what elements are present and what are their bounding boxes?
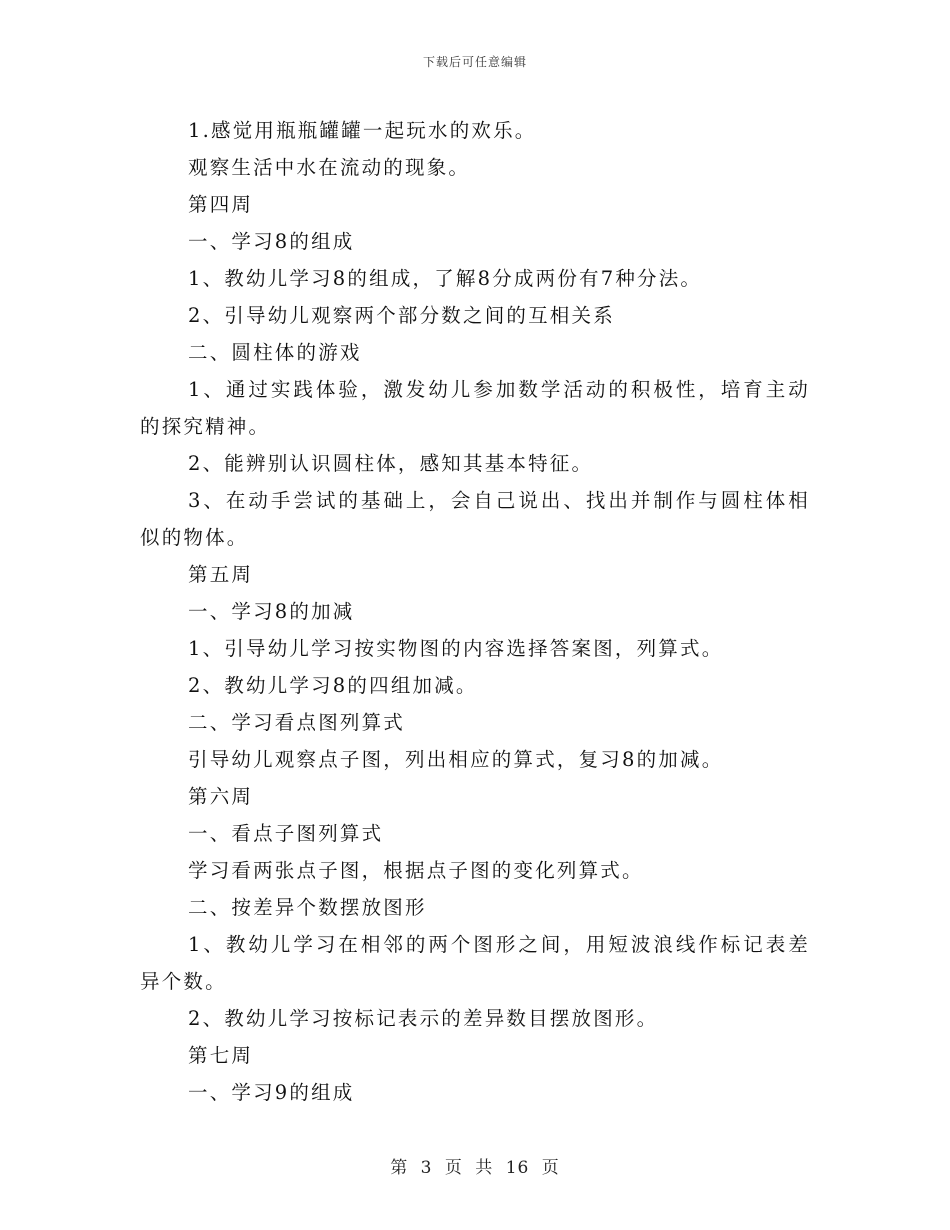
paragraph: 2、能辨别认识圆柱体，感知其基本特征。: [188, 452, 594, 475]
section-heading: 二、圆柱体的游戏: [188, 341, 362, 364]
week-heading: 第四周: [188, 193, 254, 216]
paragraph: 3、在动手尝试的基础上，会自己说出、找出并制作与圆柱体相似的物体。: [140, 489, 810, 549]
page-header: 下载后可任意编辑: [422, 55, 527, 69]
section-heading: 一、学习8的组成: [188, 230, 355, 253]
paragraph: 1、引导幼儿学习按实物图的内容选择答案图，列算式。: [188, 637, 724, 660]
paragraph: 2、引导幼儿观察两个部分数之间的互相关系: [188, 304, 615, 327]
paragraph: 观察生活中水在流动的现象。: [188, 156, 471, 179]
paragraph: 1、教幼儿学习8的组成，了解8分成两份有7种分法。: [188, 267, 703, 290]
section-heading: 一、学习8的加减: [188, 600, 355, 623]
section-heading: 二、按差异个数摆放图形: [188, 896, 427, 919]
paragraph: 1、通过实践体验，激发幼儿参加数学活动的积极性，培育主动的探究精神。: [140, 378, 810, 438]
section-heading: 一、学习9的组成: [188, 1081, 355, 1104]
document-body: [140, 112, 810, 1111]
section-heading: 二、学习看点图列算式: [188, 711, 406, 734]
paragraph: 2、教幼儿学习按标记表示的差异数目摆放图形。: [188, 1007, 659, 1030]
paragraph: 引导幼儿观察点子图，列出相应的算式，复习8的加减。: [188, 748, 724, 771]
week-heading: 第六周: [188, 785, 254, 808]
paragraph: 1、教幼儿学习在相邻的两个图形之间，用短波浪线作标记表差异个数。: [140, 933, 810, 993]
section-heading: 一、看点子图列算式: [188, 822, 384, 845]
page-footer: 第 3 页 共 16 页: [390, 1158, 560, 1178]
paragraph: 1.感觉用瓶瓶罐罐一起玩水的欢乐。: [188, 119, 537, 142]
paragraph: 学习看两张点子图，根据点子图的变化列算式。: [188, 859, 644, 882]
week-heading: 第七周: [188, 1044, 254, 1067]
paragraph: 2、教幼儿学习8的四组加减。: [188, 674, 478, 697]
week-heading: 第五周: [188, 563, 254, 586]
